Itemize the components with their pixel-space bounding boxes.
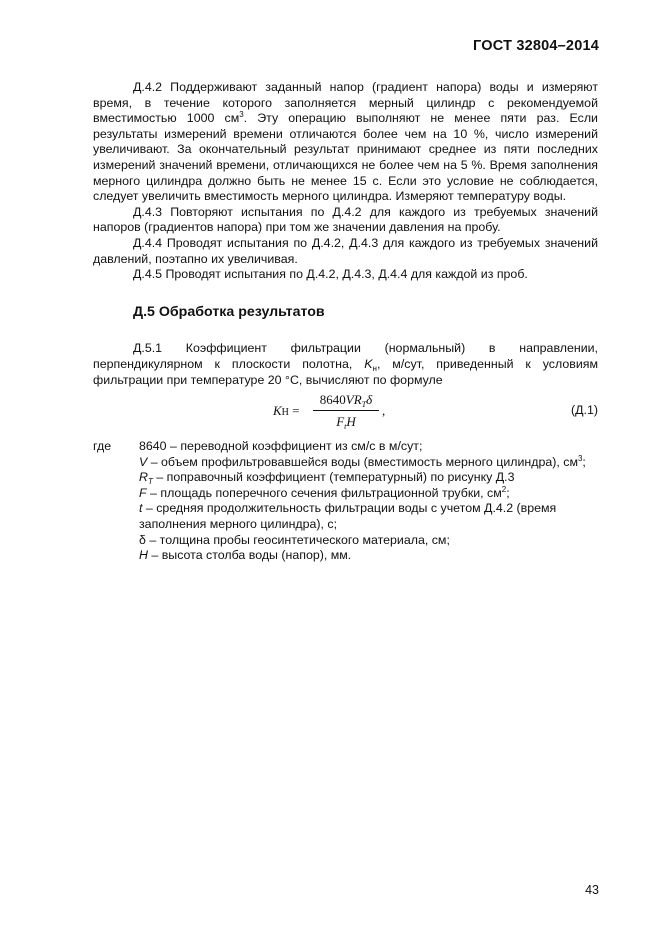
paragraph-d43: Д.4.3 Повторяют испытания по Д.4.2 для каждого из требуемых значений напоров (градиентов напора) при том же значении давления на пробу. [93,204,598,235]
paragraph-d42: Д.4.2 Поддерживают заданный напор (градиент напора) воды и измеряют время, в течение которого заполняется мерный цилиндр с рекомендуемой вместимостью 1000 $см^3$. Эту операцию выполняют не менее пяти раз. Если результаты измерений времени отличаются более чем на 10 %, число измерений увеличивают. За окончательный результат принимают среднее из пяти последних измерений значений времени, отличающихся не более чем на 5 %. Время заполнения мерного цилиндра должно быть не менее 15 с. Если это условие не соблюдается, следует увеличить вместимость мерного цилиндра. Измеряют температуру воды. [93,80,598,204]
fraction-bar [313,410,379,411]
legend-label: где [93,439,112,454]
page-number: 43 [585,883,599,897]
formula-lhs: KН = [273,403,300,419]
formula-denominator: $F_tH$ [336,414,356,432]
legend-block [93,439,598,564]
formula-block: KН = $8640VR_T\delta$ $F_tH$ , (Д.1) [273,392,598,432]
formula-numerator: $8640VR_T\delta$ [319,392,373,410]
document-header: ГОСТ 32804–2014 [473,38,599,54]
legend-item-t: t – средняя продолжительность фильтрации воды с учетом Д.4.2 (время заполнения мерного цилиндра), с; [139,501,557,532]
legend-item-delta: δ – толщина пробы геосинтетического материала, см; [139,532,450,547]
legend-item-h: H – высота столба воды (напор), мм. [139,548,352,563]
paragraph-d44: Д.4.4 Проводят испытания по Д.4.2, Д.4.3 для каждого из требуемых значений давлений, поэтапно их увеличивая. [93,235,598,266]
legend-item-rt: $R_T$ – поправочный коэффициент (температурный) по рисунку Д.3 [139,470,515,487]
paragraph-d51: Д.5.1 Коэффициент фильтрации (нормальный) в направлении, перпендикулярном к плоскости полотна, $K_н$, м/сут, приведенный к условиям фильтрации при температуре 20 °С, вычисляют по формуле [93,341,598,387]
legend-item-f: F – площадь поперечного сечения фильтрационной трубки, $см^2$; [139,484,510,500]
formula-fraction [313,392,379,430]
paragraph-d45: Д.4.5 Проводят испытания по Д.4.2, Д.4.3, Д.4.4 для каждой из проб. [133,267,528,282]
page-content [93,80,598,564]
legend-item-v: V – объем профильтровавшейся воды (вместимость мерного цилиндра), $см^3$; [139,453,586,469]
equation-number: (Д.1) [571,403,598,418]
legend-item-8640: 8640 – переводной коэффициент из см/с в м/сут; [139,439,423,454]
section-title: Д.5 Обработка результатов [133,303,325,320]
